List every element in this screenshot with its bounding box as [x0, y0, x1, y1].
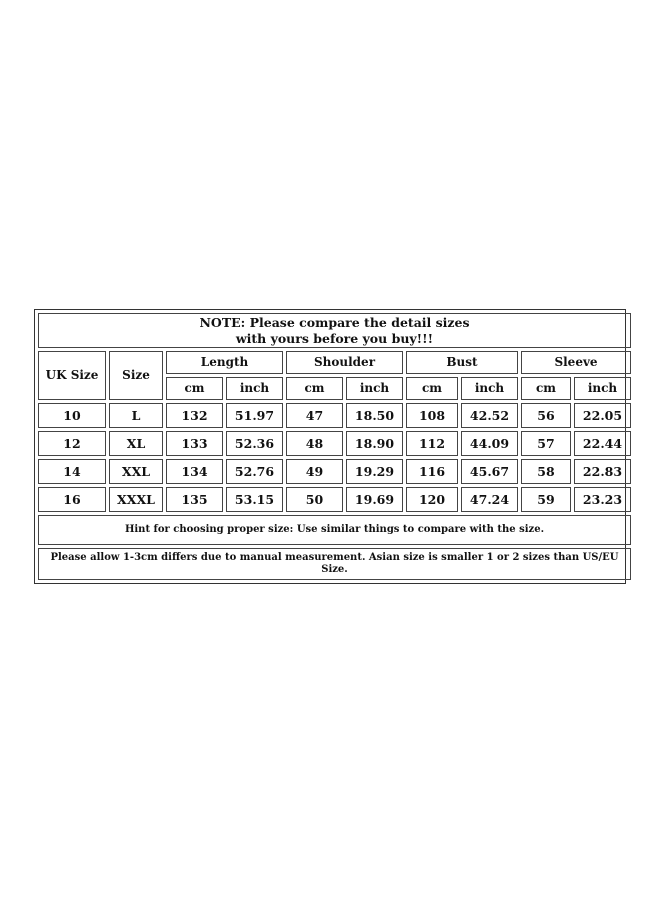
unit-shoulder-cm: cm: [286, 377, 343, 400]
size-cell: XXXL: [109, 487, 163, 512]
length-inch-cell: 52.36: [226, 431, 283, 456]
bust-inch-cell: 44.09: [461, 431, 518, 456]
bust-cm-cell: 108: [406, 403, 458, 428]
bust-inch-cell: 42.52: [461, 403, 518, 428]
length-inch-cell: 51.97: [226, 403, 283, 428]
shoulder-cm-cell: 49: [286, 459, 343, 484]
uk-size-cell: 16: [38, 487, 106, 512]
size-chart: [34, 309, 626, 584]
unit-length-inch: inch: [226, 377, 283, 400]
bust-cm-cell: 120: [406, 487, 458, 512]
unit-shoulder-inch: inch: [346, 377, 403, 400]
sleeve-cm-cell: 58: [521, 459, 571, 484]
unit-sleeve-cm: cm: [521, 377, 571, 400]
shoulder-inch-cell: 18.50: [346, 403, 403, 428]
unit-length-cm: cm: [166, 377, 223, 400]
sleeve-cm-cell: 59: [521, 487, 571, 512]
bust-cm-cell: 116: [406, 459, 458, 484]
header-bust: Bust: [406, 351, 518, 374]
sleeve-inch-cell: 22.44: [574, 431, 631, 456]
table-row: [38, 459, 631, 484]
uk-size-cell: 12: [38, 431, 106, 456]
measurement-disclaimer: Please allow 1-3cm differs due to manual measurement. Asian size is smaller 1 or 2 sizes than US/EU Size.: [38, 548, 631, 580]
sleeve-inch-cell: 22.05: [574, 403, 631, 428]
unit-bust-cm: cm: [406, 377, 458, 400]
shoulder-inch-cell: 19.29: [346, 459, 403, 484]
table-row: [38, 431, 631, 456]
length-cm-cell: 135: [166, 487, 223, 512]
length-inch-cell: 52.76: [226, 459, 283, 484]
length-cm-cell: 132: [166, 403, 223, 428]
sleeve-inch-cell: 22.83: [574, 459, 631, 484]
length-cm-cell: 134: [166, 459, 223, 484]
size-hint: Hint for choosing proper size: Use similar things to compare with the size.: [38, 515, 631, 545]
table-row: [38, 403, 631, 428]
header-length: Length: [166, 351, 283, 374]
size-table: [35, 310, 634, 583]
sleeve-inch-cell: 23.23: [574, 487, 631, 512]
sleeve-cm-cell: 57: [521, 431, 571, 456]
shoulder-inch-cell: 19.69: [346, 487, 403, 512]
size-cell: XL: [109, 431, 163, 456]
uk-size-cell: 14: [38, 459, 106, 484]
size-cell: L: [109, 403, 163, 428]
length-inch-cell: 53.15: [226, 487, 283, 512]
shoulder-cm-cell: 50: [286, 487, 343, 512]
shoulder-cm-cell: 48: [286, 431, 343, 456]
shoulder-inch-cell: 18.90: [346, 431, 403, 456]
header-sleeve: Sleeve: [521, 351, 631, 374]
length-cm-cell: 133: [166, 431, 223, 456]
unit-bust-inch: inch: [461, 377, 518, 400]
bust-inch-cell: 45.67: [461, 459, 518, 484]
bust-inch-cell: 47.24: [461, 487, 518, 512]
unit-sleeve-inch: inch: [574, 377, 631, 400]
note-header: [38, 313, 631, 348]
size-cell: XXL: [109, 459, 163, 484]
note-line-1: NOTE: Please compare the detail sizes: [199, 314, 470, 330]
header-size: Size: [109, 351, 163, 400]
note-line-2: with yours before you buy!!!: [235, 330, 434, 346]
uk-size-cell: 10: [38, 403, 106, 428]
header-uk-size: UK Size: [38, 351, 106, 400]
table-row: [38, 487, 631, 512]
sleeve-cm-cell: 56: [521, 403, 571, 428]
header-shoulder: Shoulder: [286, 351, 403, 374]
bust-cm-cell: 112: [406, 431, 458, 456]
shoulder-cm-cell: 47: [286, 403, 343, 428]
